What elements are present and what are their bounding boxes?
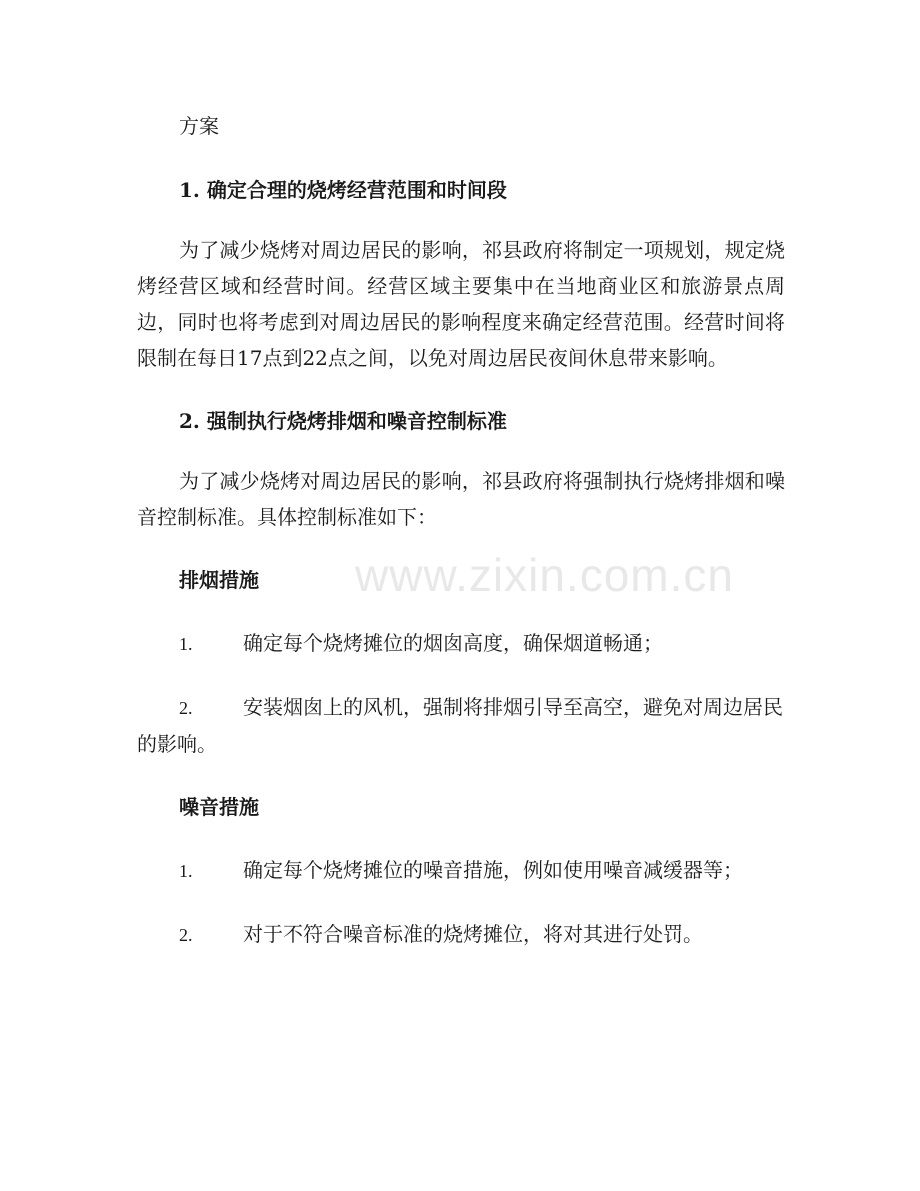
paragraph-1: 为了减少烧烤对周边居民的影响，祁县政府将制定一项规划，规定烧烤经营区域和经营时间。经营区域主要集中在当地商业区和旅游景点周边，同时也将考虑到对周边居民的影响程度来确定经营范围。经营时间将限制在每日17点到22点之间，以免对周边居民夜间休息带来影响。 bbox=[137, 238, 785, 370]
heading-1: 1. 确定合理的烧烤经营范围和时间段 bbox=[179, 178, 507, 202]
list-item-number: 2. bbox=[179, 925, 193, 945]
list-item-text: 确定每个烧烤摊位的烟囱高度，确保烟道畅通； bbox=[243, 631, 663, 655]
heading-2: 2. 强制执行烧烤排烟和噪音控制标准 bbox=[179, 409, 507, 433]
document-body bbox=[137, 108, 785, 980]
section-label: 方案 bbox=[179, 114, 219, 138]
watermark: www.zixin.com.cn bbox=[355, 549, 734, 601]
list-item-number: 2. bbox=[179, 698, 193, 718]
list-item bbox=[137, 852, 785, 889]
list-item-text: 确定每个烧烤摊位的噪音措施，例如使用噪音减缓器等； bbox=[243, 858, 743, 882]
smoke-measures-title: 排烟措施 bbox=[179, 568, 259, 592]
list-item bbox=[137, 625, 785, 662]
noise-measures-title: 噪音措施 bbox=[179, 795, 259, 819]
list-item-number: 1. bbox=[179, 634, 193, 654]
list-item-text: 对于不符合噪音标准的烧烤摊位，将对其进行处罚。 bbox=[243, 922, 703, 946]
list-item bbox=[137, 916, 785, 953]
list-item-text: 安装烟囱上的风机，强制将排烟引导至高空，避免对周边居民的影响。 bbox=[137, 695, 783, 756]
list-item-number: 1. bbox=[179, 861, 193, 881]
list-item bbox=[137, 689, 785, 762]
paragraph-2: 为了减少烧烤对周边居民的影响，祁县政府将强制执行烧烤排烟和噪音控制标准。具体控制标准如下： bbox=[137, 469, 785, 529]
